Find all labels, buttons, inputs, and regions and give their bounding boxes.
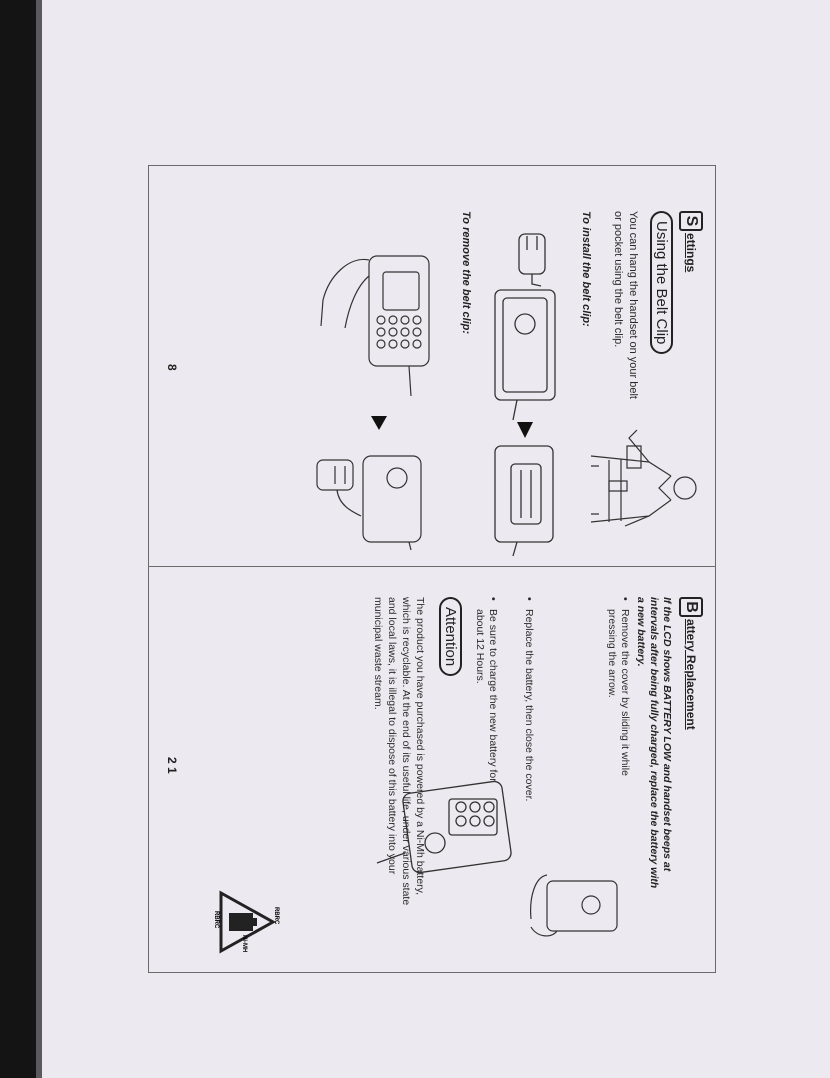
settings-heading	[679, 211, 703, 272]
bullet3-line-2: about 12 Hours.	[474, 609, 486, 684]
left-page	[149, 166, 716, 566]
belt-clip-title: Using the Belt Clip	[650, 211, 673, 354]
right-page	[149, 567, 716, 973]
bullet2-text: Replace the battery, then close the cover.	[523, 609, 535, 802]
battery-heading	[679, 597, 703, 730]
bullet-replace-battery: • Replace the battery, then close the cover.	[523, 597, 535, 802]
bullet1-line-2: pressing the arrow.	[606, 609, 618, 698]
scanner-edge	[0, 0, 36, 1078]
settings-letter-box: S	[679, 211, 703, 231]
bullet1-line-1: Remove the cover by sliding it while	[619, 609, 631, 776]
attention-line-4: municipal waste stream.	[372, 597, 384, 710]
recycle-top-label: RBRC	[273, 907, 279, 925]
remove-label: To remove the belt clip:	[460, 211, 472, 335]
attention-line-2: which is recyclable. At the end of its useful life, under various state	[400, 597, 412, 906]
warning-line-1: If the LCD shows BATTERY LOW and handset beeps at	[661, 597, 673, 872]
warning-line-2: intervals after being fully charged, replace the battery with	[648, 597, 660, 889]
recycle-side-label: Ni-MH	[241, 935, 247, 953]
settings-heading-text: ettings	[684, 233, 698, 273]
recycle-bottom-label: RBRC	[213, 911, 219, 929]
attention-title: Attention	[439, 597, 462, 676]
bullet-charge-battery: • Be sure to charge the new battery for about 12 Hours.	[474, 597, 499, 782]
battery-heading-text: attery Replacement	[684, 619, 698, 730]
scanner-edge-shadow	[36, 0, 42, 1078]
right-page-number: 2 1	[165, 757, 179, 774]
intro-line-2: or pocket using the belt clip.	[612, 211, 624, 348]
remove-clip-illustration	[299, 216, 449, 546]
warning-line-3: a new battery.	[635, 597, 647, 667]
rbrc-recycle-logo	[213, 887, 277, 957]
attention-line-1: The product you have purchased is powered by a Ni-Mh battery,	[414, 597, 426, 896]
rotated-content	[149, 166, 716, 973]
install-clip-illustration	[487, 226, 567, 556]
battery-letter-box: B	[679, 597, 703, 617]
manual-spread	[148, 165, 716, 973]
hand-slide-cover-illustration	[527, 867, 627, 947]
intro-line-1: You can hang the handset on your belt	[627, 211, 639, 399]
install-label: To install the belt clip:	[580, 211, 592, 327]
man-belt-clip-illustration	[589, 426, 699, 546]
left-page-number: 8	[165, 364, 179, 371]
bullet3-line-1: Be sure to charge the new battery for	[487, 609, 499, 782]
attention-line-3: and local laws, it is illegal to dispose of this battery into your	[386, 597, 398, 875]
bullet-remove-cover: • Remove the cover by sliding it while pressing the arrow.	[606, 597, 631, 776]
